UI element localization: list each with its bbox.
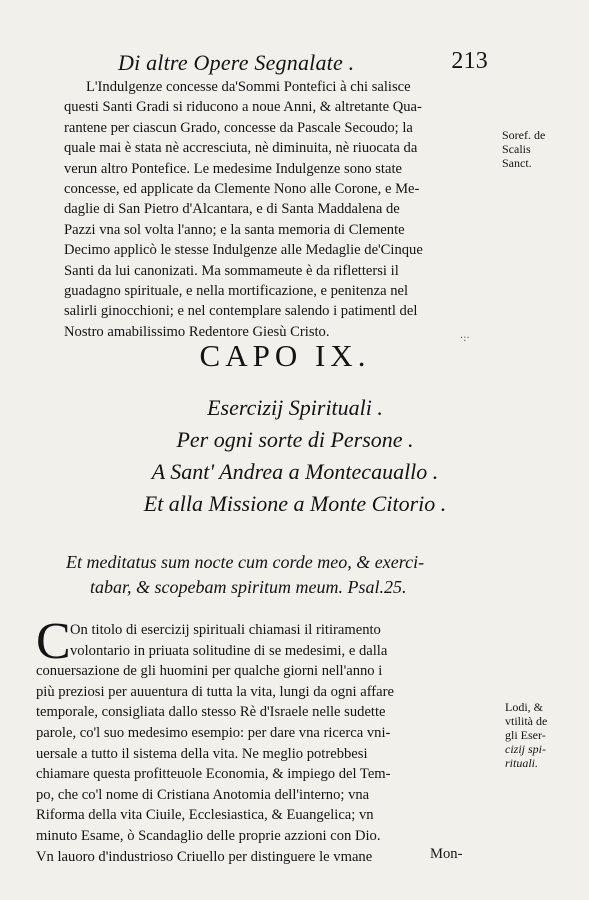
catchword: Mon- xyxy=(430,846,463,862)
running-title: Di altre Opere Segnalate . xyxy=(118,50,355,75)
text-line: volontario in priuata solitudine di se medesimi, e dalla xyxy=(70,642,388,659)
margin-line: Soref. de xyxy=(502,128,546,142)
text-line: daglie di San Pietro d'Alcantara, e di Santa Maddalena de xyxy=(64,201,400,218)
margin-note-source xyxy=(502,128,582,170)
running-head xyxy=(118,50,488,76)
text-line: conuersazione de gli huomini per qualche giorni nell'anno i xyxy=(36,663,383,680)
text-line: uersale a tutto il sistema della vita. Ne meglio potrebbesi xyxy=(36,745,368,762)
text-line: Pazzi vna sol volta l'anno; e la santa memoria di Clemente xyxy=(64,221,405,238)
text-line: Decimo applicò le stesse Indulgenze alle Medaglie de'Cinque xyxy=(64,242,423,259)
chapter-heading: CAPO IX. xyxy=(199,338,371,373)
text-line: On titolo di esercizij spirituali chiamasi il ritiramento xyxy=(70,622,381,638)
margin-note-lodi xyxy=(505,700,585,770)
text-line: po, che co'l nome di Cristiana Anotomia dell'interno; vna xyxy=(36,786,370,803)
margin-line: rituali. xyxy=(505,756,539,770)
subtitle-line: Et alla Missione a Monte Citorio . xyxy=(143,491,447,516)
paragraph-exercises xyxy=(36,613,494,867)
text-line: guadagno spirituale, e nella mortificazione, e penitenza nel xyxy=(64,283,409,300)
subtitle-line: Esercizij Spirituali . xyxy=(207,395,383,420)
text-line: più preziosi per auuentura di tutta la vita, lungi da ogni affare xyxy=(36,683,394,700)
text-line: Nostro amabilissimo Redentore Giesù Cristo. xyxy=(64,323,330,340)
text-line: parole, co'l suo medesimo esempio: per dare vna ricerca vni- xyxy=(36,724,391,741)
text-line: Vn lauoro d'industrioso Criuello per distinguere le vmane xyxy=(36,848,373,865)
margin-line: Sanct. xyxy=(502,156,532,170)
margin-line: Lodi, & xyxy=(505,700,543,714)
text-line: chiamare questa profitteuole Economia, & impiego del Tem- xyxy=(36,766,391,783)
margin-line: Scalis xyxy=(502,142,531,156)
chapter-subtitles xyxy=(100,392,490,520)
paragraph-indulgences xyxy=(64,77,492,342)
text-line: quale mai è stata nè accresciuta, nè diminuita, nè riuocata da xyxy=(64,140,418,157)
epigraph-line: Et meditatus sum nocte cum corde meo, & exerci- xyxy=(66,552,425,572)
text-line: salirli ginocchioni; e nel contemplare salendo i patimentl del xyxy=(64,303,418,320)
text-line: rantene per ciascun Grado, concesse da Pascale Secoudo; la xyxy=(64,119,413,136)
text-line: temporale, consigliata dallo stesso Rè d'Israele nelle sudette xyxy=(36,704,386,721)
ink-smudge-ornament: ·:· xyxy=(460,333,470,344)
text-line: questi Santi Gradi si riducono a noue Anni, & altretante Qua- xyxy=(64,99,422,116)
margin-line: vtilità de xyxy=(505,714,548,728)
epigraph xyxy=(66,550,491,600)
page-number: 213 xyxy=(451,48,488,74)
subtitle-line: Per ogni sorte di Persone . xyxy=(176,427,414,452)
subtitle-line: A Sant' Andrea a Montecauallo . xyxy=(151,459,439,484)
margin-line: gli Eser- xyxy=(505,728,546,742)
drop-cap: C xyxy=(36,613,71,670)
text-line: minuto Esame, ò Scandaglio delle proprie azzioni con Dio. xyxy=(36,827,381,844)
text-line: Santi da lui canonizati. Ma sommameute è da riflettersi il xyxy=(64,262,399,279)
text-line: L'Indulgenze concesse da'Sommi Pontefici à chi salisce xyxy=(86,79,411,95)
text-line: verun altro Pontefice. Le medesime Indulgenze sono state xyxy=(64,160,402,177)
epigraph-line: tabar, & scopebam spiritum meum. Psal.25. xyxy=(90,577,407,597)
text-line: Riforma della vita Ciuile, Ecclesiastica, & Euangelica; vn xyxy=(36,807,374,824)
margin-line: cizij spi- xyxy=(505,742,546,756)
text-line: concesse, ed applicate da Clemente Nono alle Corone, e Me- xyxy=(64,181,420,198)
